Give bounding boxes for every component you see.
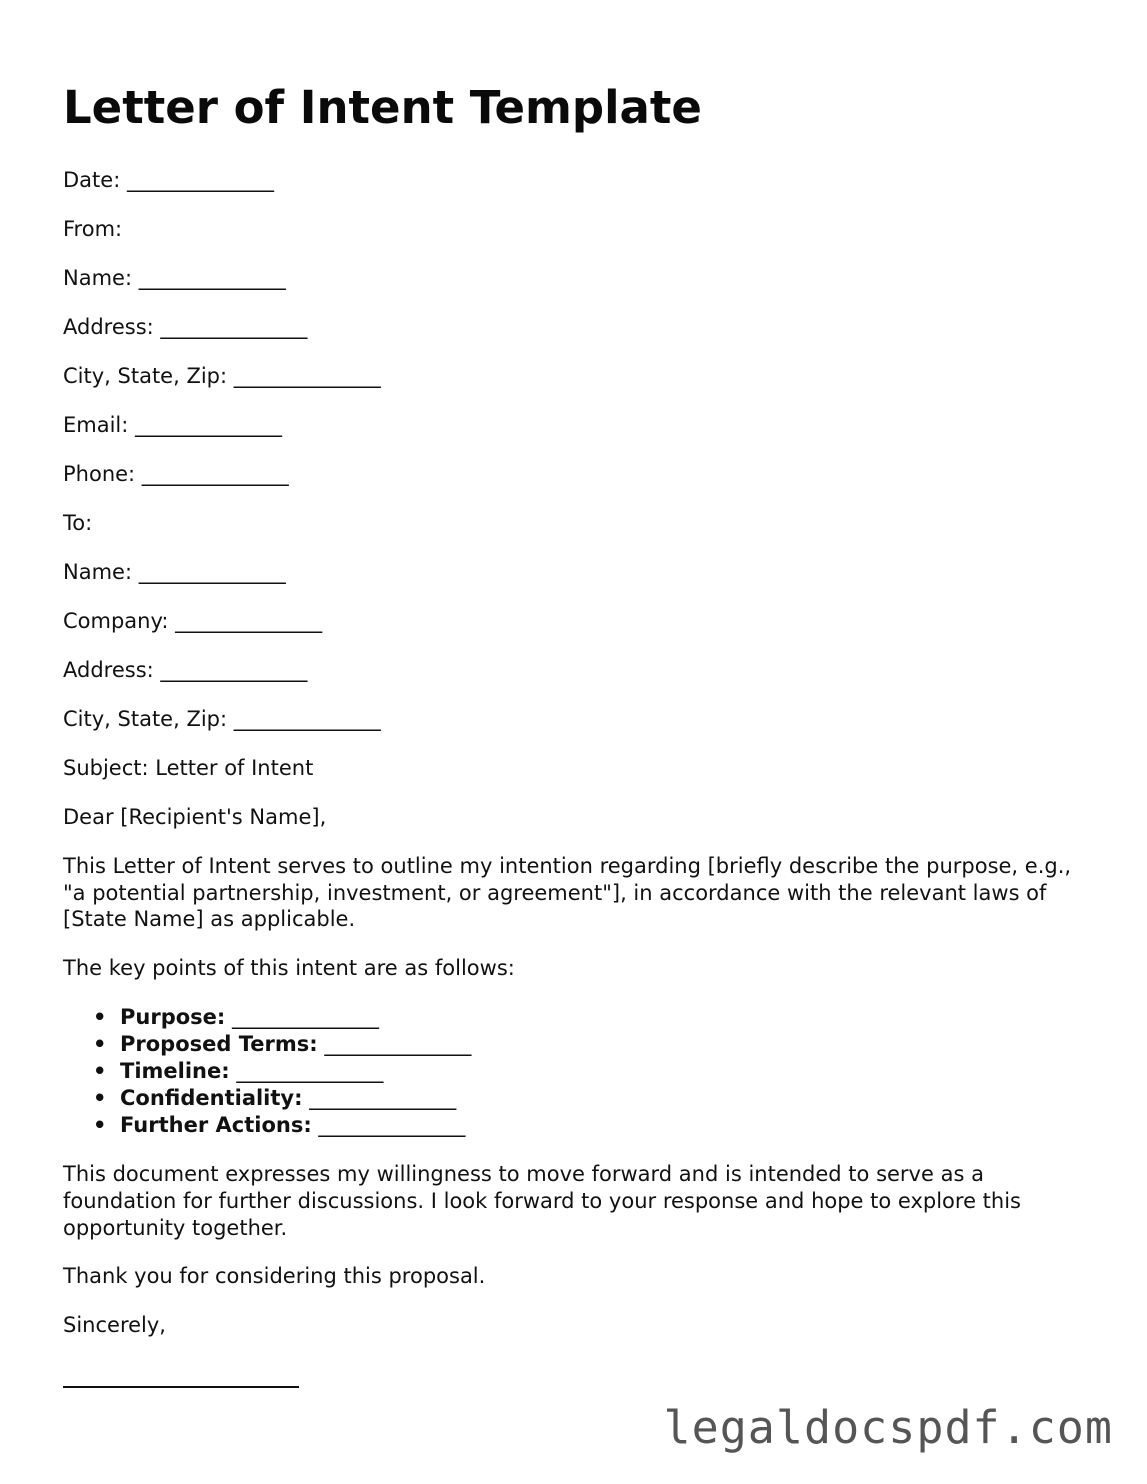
document-title: Letter of Intent Template	[63, 81, 702, 134]
signature-line	[63, 1386, 299, 1388]
key-point-proposed-terms	[63, 1031, 1093, 1058]
watermark: legaldocspdf.com	[663, 1401, 1113, 1454]
date-field: Date: ______________	[63, 168, 274, 192]
bullet-icon: •	[93, 1059, 107, 1084]
letter-of-intent-document	[63, 82, 1093, 1361]
from-phone-field: Phone: ______________	[63, 462, 289, 486]
to-city-state-zip-field: City, State, Zip: ______________	[63, 707, 381, 731]
from-city-state-zip-field: City, State, Zip: ______________	[63, 364, 381, 388]
to-heading: To:	[63, 511, 93, 535]
from-address-field: Address: ______________	[63, 315, 308, 339]
key-points-intro: The key points of this intent are as follows:	[63, 956, 515, 981]
to-address-field: Address: ______________	[63, 658, 308, 682]
key-point-blank: ______________	[229, 1059, 384, 1084]
from-heading: From:	[63, 217, 123, 241]
key-point-term: Proposed Terms:	[120, 1032, 318, 1057]
key-point-term: Confidentiality:	[120, 1086, 303, 1111]
from-email-field: Email: ______________	[63, 413, 283, 437]
key-point-term: Timeline:	[120, 1059, 230, 1084]
bullet-icon: •	[93, 1086, 107, 1111]
salutation: Dear [Recipient's Name],	[63, 805, 327, 829]
from-name-field: Name: ______________	[63, 266, 286, 290]
key-point-blank: ______________	[311, 1113, 466, 1138]
sign-off: Sincerely,	[63, 1313, 166, 1338]
key-point-blank: ______________	[317, 1032, 472, 1057]
bullet-icon: •	[93, 1005, 107, 1030]
closing-paragraph: This document expresses my willingness to move forward and is intended to serve as a foundation for further discussions. I look forward to your response and hope to explore this opportunity together.	[63, 1162, 1021, 1240]
bullet-icon: •	[93, 1032, 107, 1057]
bullet-icon: •	[93, 1113, 107, 1138]
key-point-term: Purpose:	[120, 1005, 226, 1030]
subject-line: Subject: Letter of Intent	[63, 756, 314, 780]
key-point-blank: ______________	[302, 1086, 457, 1111]
key-point-confidentiality	[63, 1085, 1093, 1112]
to-name-field: Name: ______________	[63, 560, 286, 584]
key-point-further-actions	[63, 1112, 1093, 1139]
key-point-purpose	[63, 1004, 1093, 1031]
thanks-line: Thank you for considering this proposal.	[63, 1264, 486, 1289]
key-point-term: Further Actions:	[120, 1113, 312, 1138]
to-company-field: Company: ______________	[63, 609, 323, 633]
key-point-blank: ______________	[225, 1005, 379, 1030]
key-points-list	[63, 1004, 1093, 1139]
key-point-timeline	[63, 1058, 1093, 1085]
intro-paragraph: This Letter of Intent serves to outline my intention regarding [briefly describe the purpose, e.g., "a potential partnership, investment, or agreement"], in accordance with the relevant laws of [State Name] as applicable.	[63, 854, 1072, 932]
